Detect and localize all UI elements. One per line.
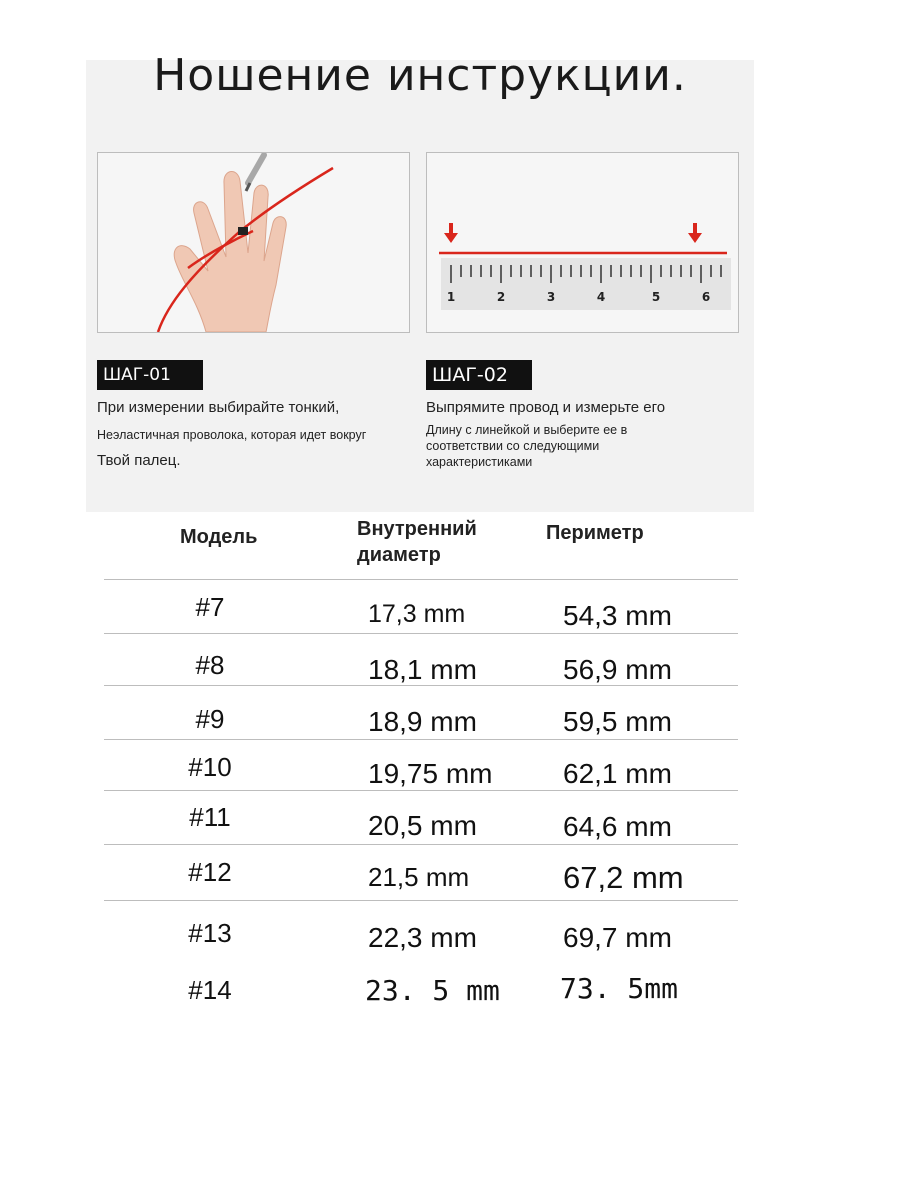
cell-model: #12 [188, 857, 232, 887]
cell-perimeter: 73. 5mm [560, 972, 679, 1005]
header-perimeter: Периметр [546, 522, 644, 544]
row-divider [104, 633, 738, 634]
step-1-badge: ШАГ-01 [97, 360, 203, 390]
cell-perimeter: 67,2 mm [563, 860, 684, 895]
ruler-label: 3 [546, 290, 556, 304]
header-model: Модель [180, 526, 258, 548]
cell-perimeter: 62,1 mm [563, 758, 672, 789]
ruler-label: 1 [446, 290, 456, 304]
cell-diameter: 19,75 mm [368, 758, 493, 789]
cell-diameter: 18,9 mm [368, 706, 477, 737]
right-arrow-icon [688, 223, 702, 243]
step-2-text-line: соответствии со следующими [426, 439, 600, 453]
step-2-badge: ШАГ-02 [426, 360, 532, 390]
step-1-text-line: При измерении выбирайте тонкий, [97, 399, 340, 416]
row-divider [104, 900, 738, 901]
cell-model: #13 [188, 918, 232, 948]
page-title: Ношение инструкции. [153, 50, 687, 101]
cell-diameter: 21,5 mm [368, 862, 470, 892]
row-divider [104, 579, 738, 580]
step-2-text-line: характеристиками [426, 455, 533, 469]
header-diameter: Внутренний [357, 518, 477, 540]
cell-perimeter: 54,3 mm [563, 600, 672, 631]
cell-perimeter: 64,6 mm [563, 811, 672, 842]
hand-icon [98, 153, 409, 332]
step-1-text-line: Твой палец. [97, 452, 181, 469]
finger-wire-illustration [97, 152, 410, 333]
row-divider [104, 790, 738, 791]
ruler-label: 6 [701, 290, 711, 304]
ruler-label: 5 [651, 290, 661, 304]
cell-diameter: 22,3 mm [368, 922, 477, 953]
left-arrow-icon [444, 223, 458, 243]
step-2-text-line: Выпрямите провод и измерьте его [426, 399, 666, 416]
cell-model: #11 [189, 802, 231, 832]
header-diameter-line2: диаметр [357, 544, 441, 566]
cell-perimeter: 56,9 mm [563, 654, 672, 685]
cell-perimeter: 69,7 mm [563, 922, 672, 953]
step-1-text-line: Неэластичная проволока, которая идет вокруг [97, 428, 367, 442]
cell-diameter: 20,5 mm [368, 810, 477, 841]
cell-model: #7 [195, 592, 225, 622]
cell-diameter: 23. 5 mm [365, 974, 500, 1007]
cell-model: #10 [188, 752, 232, 782]
row-divider [104, 739, 738, 740]
row-divider [104, 844, 738, 845]
ruler-label: 4 [596, 290, 606, 304]
cell-model: #14 [188, 975, 232, 1005]
cell-model: #9 [195, 704, 225, 734]
ruler-icon [427, 153, 738, 332]
cell-model: #8 [195, 650, 225, 680]
step-2-text-line: Длину с линейкой и выберите ее в [426, 423, 628, 437]
cell-diameter: 17,3 mm [368, 600, 466, 628]
cell-perimeter: 59,5 mm [563, 706, 672, 737]
ruler-label: 2 [496, 290, 506, 304]
cell-diameter: 18,1 mm [368, 654, 477, 685]
ruler-illustration [426, 152, 739, 333]
